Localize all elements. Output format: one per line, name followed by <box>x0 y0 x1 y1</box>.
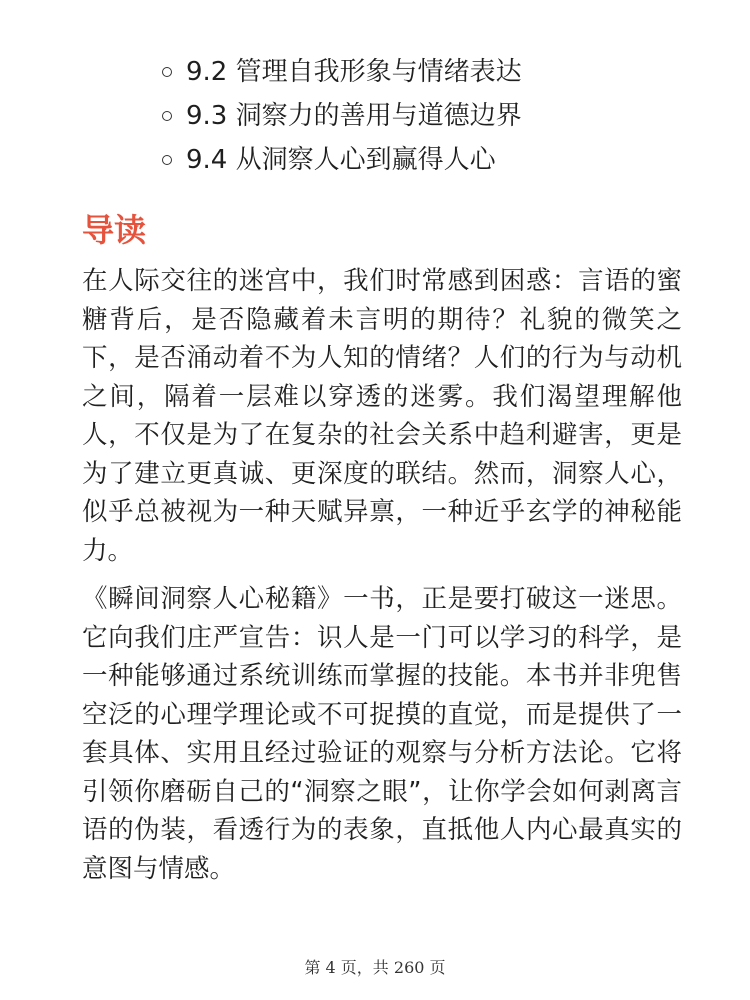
circle-bullet-icon <box>162 67 172 77</box>
paragraph: 《瞬间洞察人心秘籍》一书，正是要打破这一迷思。它向我们庄严宣告：识人是一门可以学习的科学，是一种能够通过系统训练而掌握的技能。本书并非兜售空泛的心理学理论或不可捉摸的直觉，而是提供了一套具体、实用且经过验证的观察与分析方法论。它将引领你磨砺自己的“洞察之眼”，让你学会如何剥离言语的伪装，看透行为的表象，直抵他人内心最真实的意图与情感。 <box>82 584 682 884</box>
paragraph: 在人际交往的迷宫中，我们时常感到困惑：言语的蜜糖背后，是否隐藏着未言明的期待？礼貌的微笑之下，是否涌动着不为人知的情绪？人们的行为与动机之间，隔着一层难以穿透的迷雾。我们渴望理解他人，不仅是为了在复杂的社会关系中趋利避害，更是为了建立更真诚、更深度的联结。然而，洞察人心，似乎总被视为一种天赋异禀，一种近乎玄学的神秘能力。 <box>82 266 682 566</box>
toc-item-label: 9.2 管理自我形象与情绪表达 <box>186 57 522 87</box>
body-text <box>82 262 682 898</box>
toc-item <box>162 94 522 138</box>
section-heading: 导读 <box>82 211 147 249</box>
toc-list <box>162 50 522 182</box>
page-number: 第 4 页，共 260 页 <box>304 958 446 977</box>
circle-bullet-icon <box>162 155 172 165</box>
circle-bullet-icon <box>162 111 172 121</box>
toc-item <box>162 50 522 94</box>
toc-item-label: 9.3 洞察力的善用与道德边界 <box>186 101 522 131</box>
toc-item <box>162 138 522 182</box>
toc-item-label: 9.4 从洞察人心到赢得人心 <box>186 145 496 175</box>
